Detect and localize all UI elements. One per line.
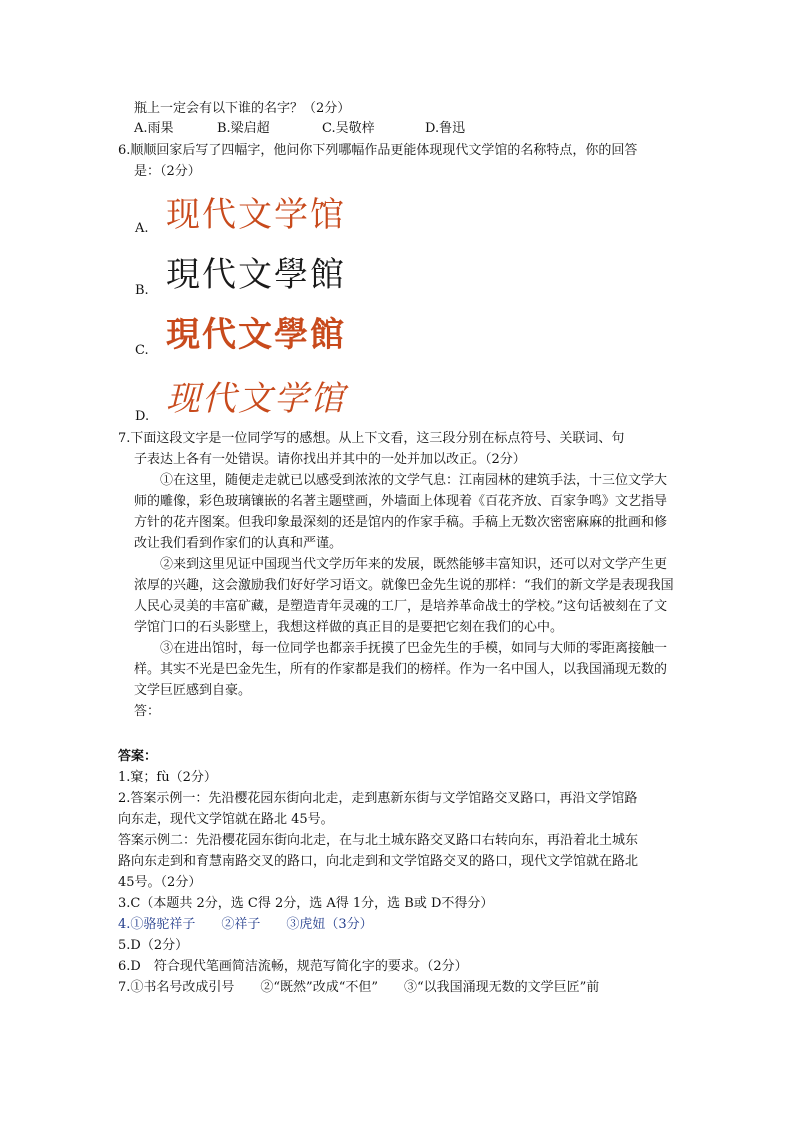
q6-question-line2: 是：（2分） (134, 164, 201, 179)
answer-2-line1: 2.答案示例一：先沿樱花园东街向北走，走到惠新东街与文学馆路交叉路口，再沿文学馆路 (118, 791, 638, 806)
answer-2-line5: 45号。（2分） (118, 875, 202, 890)
q6-choice-c-label: C. (135, 343, 149, 358)
q6-choice-b[interactable] (118, 240, 678, 302)
q5-option-b[interactable]: B.梁启超 (217, 121, 270, 136)
exam-page (118, 98, 678, 998)
q6-choice-d[interactable] (118, 362, 678, 428)
q6-choice-b-calligraphy-image (162, 246, 362, 298)
q6-question-line1: 6.顺顺回家后写了四幅字，他问你下列哪幅作品更能体现现代文学馆的名称特点，你的回答 (118, 143, 638, 158)
q7-paragraph-3: ③在进出馆时，每一位同学也都亲手抚摸了巴金先生的手模，如同与大师的零距离接触一样。其实不光是巴金先生，所有的作家都是我们的榜样。作为一名中国人，以我国涌现无数的文学巨匠感到自豪。 (134, 641, 668, 698)
q6-choice-c-calligraphy-image (162, 308, 367, 358)
q5-option-d[interactable]: D.鲁迅 (425, 121, 466, 136)
q6-choice-c-art: 現代文學館 (166, 315, 346, 355)
q6-choice-b-art: 現代文學館 (166, 255, 346, 295)
answer-2-line2: 向东走，现代文学馆就在路北 45号。 (118, 812, 334, 827)
q6-choice-d-label: D. (135, 409, 150, 424)
answer-3: 3.C（本题共 2分，选 C得 2分，选 A得 1分，选 B或 D不得分） (118, 896, 494, 911)
q5-option-c[interactable]: C.吴敬梓 (322, 121, 375, 136)
q6-choice-a-calligraphy-image (162, 188, 362, 238)
answer-1: 1.窠；fù（2分） (118, 770, 217, 785)
q6-choice-c[interactable] (118, 302, 678, 362)
answer-4: 4.①骆驼祥子 ②祥子 ③虎妞（3分） (118, 917, 373, 932)
q5-options (118, 119, 678, 139)
answer-2-line4: 路向东走到和育慧南路交叉的路口，向北走到和文学馆路交叉的路口，现代文学馆就在路北 (118, 854, 639, 869)
answer-5: 5.D（2分） (118, 938, 189, 953)
q6-choice-a-art: 现代文学馆 (166, 195, 346, 235)
q6-choice-d-art: 现代文学馆 (166, 379, 346, 419)
q6-choice-a-label: A. (135, 221, 149, 236)
answer-6: 6.D 符合现代笔画简洁流畅，规范写简化字的要求。（2分） (118, 959, 468, 974)
q7-answer-prompt: 答： (134, 704, 161, 719)
answers-heading: 答案： (118, 749, 158, 764)
q5-option-a[interactable]: A.雨果 (134, 121, 174, 136)
q6-choice-d-calligraphy-image (162, 368, 362, 422)
answer-7: 7.①书名号改成引号 ②“既然”改成“不但” ③“以我国涌现无数的文学巨匠”前 (118, 980, 600, 995)
q5-question-tail: 瓶上一定会有以下谁的名字？（2分） (134, 101, 351, 116)
answer-2-line3: 答案示例二：先沿樱花园东街向北走，在与北土城东路交叉路口右转向东，再沿着北土城东 (118, 833, 639, 848)
q7-paragraph-2: ②来到这里见证中国现当代文学历年来的发展，既然能够丰富知识，还可以对文学产生更浓厚的兴趣，这会激励我们好好学习语文。就像巴金先生说的那样：“我们的新文学是表现我国人民心灵美的丰富矿藏，是塑造青年灵魂的工厂，是培养革命战士的学校。”这句话被刻在了文学馆门口的石头影壁上，我想这样做的真正目的是要把它刻在我们的心中。 (134, 557, 674, 635)
q7-paragraph-1: ①在这里，随便走走就已以感受到浓浓的文学气息：江南园林的建筑手法，十三位文学大师的雕像，彩色玻璃镶嵌的名著主题壁画，外墙面上体现着《百花齐放、百家争鸣》文艺指导方针的花卉图案。但我印象最深刻的还是馆内的作家手稿。手稿上无数次密密麻麻的批画和修改让我们看到作家们的认真和严谨。 (134, 473, 668, 551)
q6-choice-b-label: B. (135, 283, 149, 298)
q7-question-line1: 7.下面这段文字是一位同学写的感想。从上下文看，这三段分别在标点符号、关联词、句 (118, 431, 625, 446)
q6-choice-a[interactable] (118, 182, 678, 240)
q7-question-line2: 子表达上各有一处错误。请你找出并其中的一处并加以改正。（2分） (134, 452, 526, 467)
